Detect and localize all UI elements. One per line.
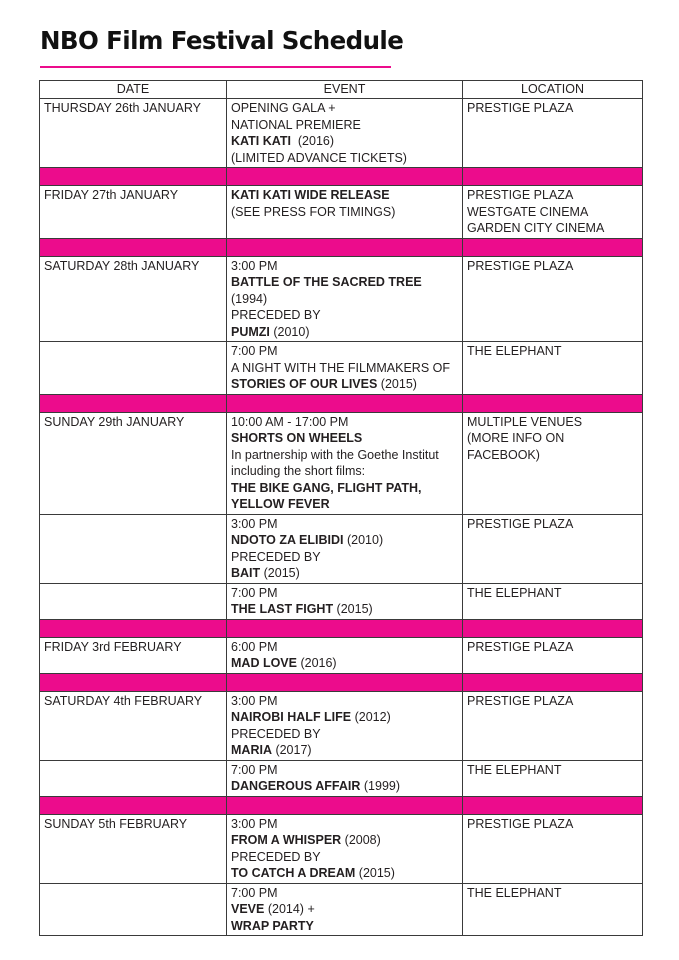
event-line <box>231 865 462 882</box>
separator-cell <box>463 673 643 691</box>
film-title: WRAP PARTY <box>231 918 314 933</box>
date-text: SUNDAY 29th JANUARY <box>44 414 185 429</box>
table-row <box>40 256 643 342</box>
location-text: PRESTIGE PLAZA <box>467 188 574 202</box>
event-suffix: (2015) <box>355 866 395 880</box>
location-cell <box>463 760 643 796</box>
event-text: 3:00 PM <box>231 258 278 273</box>
event-line <box>231 816 462 833</box>
event-suffix: (2015) <box>333 602 373 616</box>
event-line <box>231 885 462 902</box>
event-line <box>231 601 462 618</box>
date-text: FRIDAY 27th JANUARY <box>44 188 179 202</box>
event-text: PRECEDED BY <box>231 849 321 864</box>
day-separator-row <box>40 796 643 814</box>
schedule-table <box>39 80 643 936</box>
date-cell <box>40 412 227 514</box>
table-row <box>40 583 643 619</box>
location-cell <box>463 691 643 760</box>
event-suffix: (2010) <box>343 533 384 547</box>
film-title: YELLOW FEVER <box>231 497 330 511</box>
location-text: PRESTIGE PLAZA <box>467 816 574 831</box>
separator-cell <box>227 673 463 691</box>
film-title: NAIROBI HALF LIFE <box>231 710 352 724</box>
day-separator-row <box>40 619 643 637</box>
event-line <box>231 918 462 935</box>
event-cell <box>227 514 463 583</box>
event-text: PRECEDED BY <box>231 726 321 741</box>
location-text: PRESTIGE PLAZA <box>467 258 574 273</box>
date-text: SATURDAY 28th JANUARY <box>44 258 200 273</box>
event-text: 3:00 PM <box>231 516 278 531</box>
location-cell <box>463 514 643 583</box>
event-line <box>231 849 462 866</box>
event-text: (1994) <box>231 291 268 306</box>
table-row <box>40 186 643 239</box>
event-text: 7:00 PM <box>231 585 278 600</box>
header-row <box>40 81 643 99</box>
event-line <box>231 639 462 656</box>
location-text: WESTGATE CINEMA <box>467 204 589 219</box>
date-text: FRIDAY 3rd FEBRUARY <box>44 639 182 654</box>
event-line <box>231 565 462 582</box>
table-body <box>40 99 643 936</box>
event-text: PRECEDED BY <box>231 549 321 564</box>
event-cell <box>227 583 463 619</box>
location-cell <box>463 583 643 619</box>
location-cell <box>463 883 643 936</box>
event-cell <box>227 760 463 796</box>
table-row <box>40 760 643 796</box>
film-title: KATI KATI <box>231 134 291 148</box>
title-underline <box>40 66 391 68</box>
date-text: SUNDAY 5th FEBRUARY <box>44 816 188 831</box>
date-cell <box>40 883 227 936</box>
location-text: PRESTIGE PLAZA <box>467 693 574 708</box>
separator-cell <box>463 394 643 412</box>
event-line <box>231 532 462 549</box>
event-text: 3:00 PM <box>231 816 278 831</box>
event-line <box>231 655 462 672</box>
event-line <box>231 307 462 324</box>
location-text: MULTIPLE VENUES <box>467 414 583 429</box>
film-title: BAIT <box>231 566 261 580</box>
separator-cell <box>227 619 463 637</box>
header-event: EVENT <box>227 81 463 99</box>
film-title: THE LAST FIGHT <box>231 602 334 616</box>
date-cell <box>40 583 227 619</box>
date-text: SATURDAY 4th FEBRUARY <box>44 693 203 708</box>
date-cell <box>40 637 227 673</box>
event-text: 10:00 AM - 17:00 PM <box>231 414 349 429</box>
event-text: 6:00 PM <box>231 639 278 654</box>
separator-cell <box>227 238 463 256</box>
event-text: NATIONAL PREMIERE <box>231 117 361 132</box>
event-line <box>231 832 462 849</box>
event-text: OPENING GALA + <box>231 101 336 115</box>
event-suffix: (2016) <box>290 134 335 148</box>
event-suffix: (2016) <box>296 656 337 670</box>
event-suffix: (2012) <box>351 710 391 724</box>
date-cell <box>40 760 227 796</box>
event-line <box>231 549 462 566</box>
film-title: THE BIKE GANG, FLIGHT PATH, <box>231 480 422 495</box>
location-cell <box>463 256 643 342</box>
day-separator-row <box>40 168 643 186</box>
table-row <box>40 883 643 936</box>
location-text: GARDEN CITY CINEMA <box>467 221 605 235</box>
event-cell <box>227 186 463 239</box>
event-line <box>231 516 462 533</box>
event-cell <box>227 637 463 673</box>
table-row <box>40 342 643 395</box>
event-line <box>231 447 462 464</box>
event-suffix: (1999) <box>360 779 401 793</box>
separator-cell <box>227 394 463 412</box>
location-cell <box>463 814 643 883</box>
event-suffix: (2010) <box>269 324 310 339</box>
date-cell <box>40 814 227 883</box>
event-text: A NIGHT WITH THE FILMMAKERS OF <box>231 360 451 375</box>
event-suffix: (2015) <box>377 377 417 391</box>
event-cell <box>227 814 463 883</box>
event-line <box>231 133 462 150</box>
location-text: THE ELEPHANT <box>467 344 562 358</box>
location-cell <box>463 99 643 168</box>
table-row <box>40 412 643 514</box>
event-line <box>231 150 462 167</box>
film-title: TO CATCH A DREAM <box>231 866 356 880</box>
location-text: THE ELEPHANT <box>467 885 562 900</box>
separator-cell <box>227 796 463 814</box>
event-text: 7:00 PM <box>231 344 278 358</box>
separator-cell <box>40 619 227 637</box>
event-cell <box>227 99 463 168</box>
event-line <box>231 100 462 117</box>
separator-cell <box>40 796 227 814</box>
table-row <box>40 99 643 168</box>
event-line <box>231 360 462 377</box>
table-row <box>40 637 643 673</box>
header-location: LOCATION <box>463 81 643 99</box>
date-cell <box>40 342 227 395</box>
table-header <box>40 81 643 99</box>
header-date: DATE <box>40 81 227 99</box>
day-separator-row <box>40 673 643 691</box>
event-line <box>231 117 462 134</box>
event-cell <box>227 256 463 342</box>
event-suffix: (2017) <box>271 743 312 757</box>
event-line <box>231 693 462 710</box>
separator-cell <box>40 238 227 256</box>
film-title: STORIES OF OUR LIVES <box>231 377 378 391</box>
location-text: FACEBOOK) <box>467 447 540 462</box>
location-cell <box>463 342 643 395</box>
date-cell <box>40 514 227 583</box>
location-text: THE ELEPHANT <box>467 762 562 777</box>
event-line <box>231 585 462 602</box>
event-text: including the short films: <box>231 464 366 478</box>
separator-cell <box>40 673 227 691</box>
event-text: PRECEDED BY <box>231 308 321 322</box>
event-text: (SEE PRESS FOR TIMINGS) <box>231 204 396 219</box>
table-row <box>40 814 643 883</box>
event-line <box>231 762 462 779</box>
film-title: NDOTO ZA ELIBIDI <box>231 533 344 547</box>
event-line <box>231 324 462 341</box>
event-line <box>231 496 462 513</box>
date-text: THURSDAY 26th JANUARY <box>44 101 201 115</box>
event-cell <box>227 412 463 514</box>
separator-cell <box>463 168 643 186</box>
film-title: VEVE <box>231 902 265 916</box>
event-line <box>231 343 462 360</box>
separator-cell <box>463 796 643 814</box>
location-cell <box>463 412 643 514</box>
location-cell <box>463 637 643 673</box>
event-suffix: (2008) <box>341 833 381 847</box>
event-text: In partnership with the Goethe Institut <box>231 447 439 462</box>
event-line <box>231 258 462 275</box>
event-line <box>231 291 462 308</box>
film-title: MARIA <box>231 743 272 757</box>
separator-cell <box>40 394 227 412</box>
event-line <box>231 463 462 480</box>
film-title: FROM A WHISPER <box>231 833 342 847</box>
day-separator-row <box>40 238 643 256</box>
film-title: PUMZI <box>231 324 270 339</box>
event-suffix: (2014) + <box>264 902 315 916</box>
event-line <box>231 274 462 291</box>
film-title: SHORTS ON WHEELS <box>231 431 363 445</box>
event-line <box>231 742 462 759</box>
event-cell <box>227 342 463 395</box>
film-title: BATTLE OF THE SACRED TREE <box>231 275 422 289</box>
location-text: (MORE INFO ON <box>467 431 565 445</box>
event-text: 3:00 PM <box>231 693 278 708</box>
location-text: THE ELEPHANT <box>467 585 562 600</box>
table-row <box>40 691 643 760</box>
event-line <box>231 430 462 447</box>
separator-cell <box>40 168 227 186</box>
separator-cell <box>463 619 643 637</box>
event-line <box>231 778 462 795</box>
event-cell <box>227 883 463 936</box>
location-text: PRESTIGE PLAZA <box>467 101 574 115</box>
film-title: KATI KATI WIDE RELEASE <box>231 188 390 202</box>
film-title: MAD LOVE <box>231 656 297 670</box>
event-text: 7:00 PM <box>231 762 278 777</box>
event-line <box>231 376 462 393</box>
location-text: PRESTIGE PLAZA <box>467 516 574 531</box>
page-title: NBO Film Festival Schedule <box>40 26 404 55</box>
event-cell <box>227 691 463 760</box>
day-separator-row <box>40 394 643 412</box>
date-cell <box>40 256 227 342</box>
event-line <box>231 901 462 918</box>
event-line <box>231 709 462 726</box>
event-suffix: (2015) <box>260 566 300 580</box>
event-line <box>231 204 462 221</box>
date-cell <box>40 99 227 168</box>
event-text: (LIMITED ADVANCE TICKETS) <box>231 150 407 165</box>
event-text: 7:00 PM <box>231 885 278 900</box>
event-line <box>231 414 462 431</box>
event-line <box>231 187 462 204</box>
separator-cell <box>227 168 463 186</box>
separator-cell <box>463 238 643 256</box>
location-cell <box>463 186 643 239</box>
date-cell <box>40 186 227 239</box>
location-text: PRESTIGE PLAZA <box>467 639 574 654</box>
date-cell <box>40 691 227 760</box>
event-line <box>231 480 462 497</box>
film-title: DANGEROUS AFFAIR <box>231 779 361 793</box>
event-line <box>231 726 462 743</box>
table-row <box>40 514 643 583</box>
